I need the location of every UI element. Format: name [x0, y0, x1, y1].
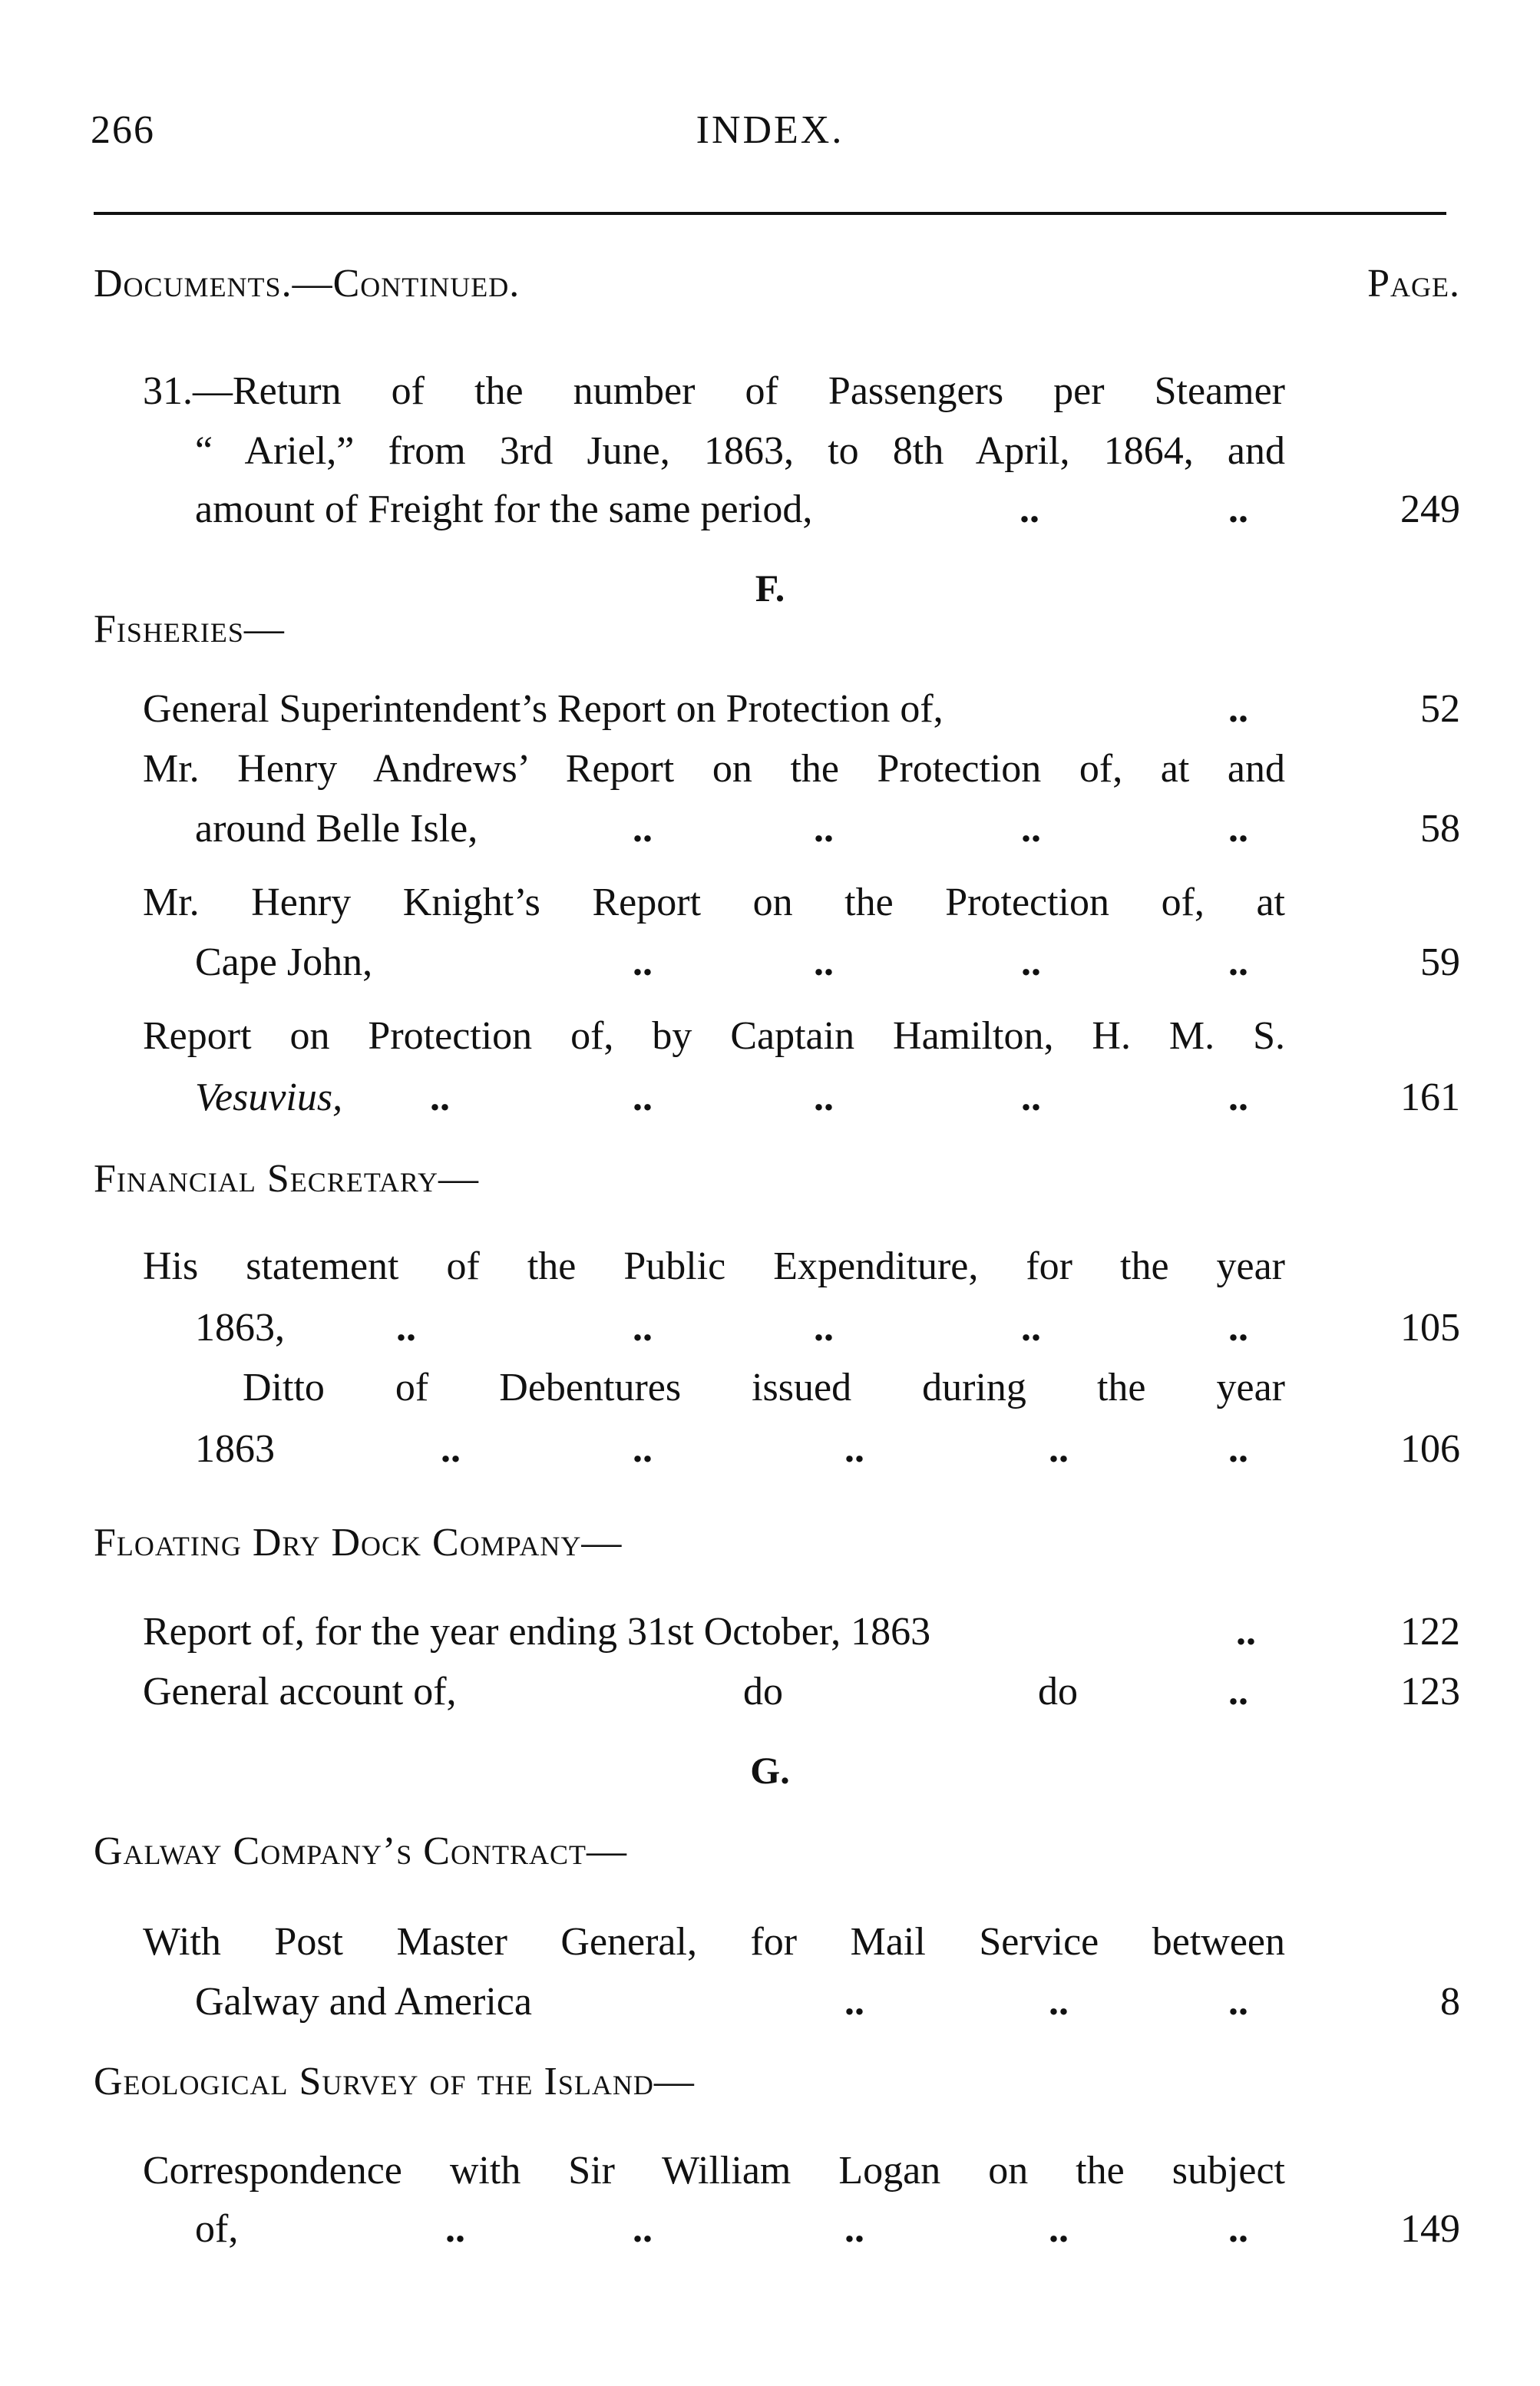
- entry-text: His statement of the Public Expenditure, for the year: [143, 1244, 1285, 1288]
- page-ref: 105: [1400, 1306, 1460, 1350]
- subject-heading: Galway Company’s Contract—: [94, 1829, 627, 1873]
- index-entry-line: [0, 1360, 1540, 1416]
- page-ref: 249: [1400, 487, 1460, 531]
- entry-text: 1863: [195, 1427, 275, 1471]
- index-entry-line: [0, 364, 1540, 419]
- page-ref: 59: [1420, 940, 1460, 984]
- index-entry-line: Vesuvius, .. .. .. .. .. 161: [0, 1070, 1540, 1125]
- entry-text: Cape John,: [195, 940, 373, 984]
- index-entry-line: [0, 875, 1540, 930]
- index-entry-line: 1863, .. .. .. .. .. 105: [0, 1300, 1540, 1356]
- index-entry-line: Cape John, .. .. .. .. 59: [0, 935, 1540, 990]
- page-ref: 52: [1420, 687, 1460, 731]
- entry-text: General Superintendent’s Report on Protection of,: [143, 687, 943, 731]
- index-entry-line: General account of, do do .. 123: [0, 1664, 1540, 1720]
- ditto-mark: do: [1038, 1670, 1078, 1713]
- page-ref: 106: [1400, 1427, 1460, 1471]
- page-ref: 8: [1440, 1980, 1460, 2024]
- index-entry-line: [0, 742, 1540, 797]
- entry-text: 31.—Return of the number of Passengers per Steamer: [143, 369, 1285, 413]
- entry-text: Mr. Henry Knight’s Report on the Protection of, at: [143, 881, 1285, 924]
- entry-text: “ Ariel,” from 3rd June, 1863, to 8th April, 1864, and: [195, 429, 1285, 473]
- section-letter: F.: [755, 567, 785, 610]
- subject-heading: Floating Dry Dock Company—: [94, 1521, 623, 1565]
- galway-heading-row: [0, 1824, 1540, 1879]
- entry-text: With Post Master General, for Mail Service between: [143, 1920, 1285, 1964]
- floating-heading-row: [0, 1515, 1540, 1571]
- entry-text: Mr. Henry Andrews’ Report on the Protection of, at and: [143, 747, 1285, 791]
- index-entry-line: Report of, for the year ending 31st October, 1863 .. 122: [0, 1604, 1540, 1660]
- entry-text: General account of,: [143, 1670, 457, 1713]
- index-entry-line: 1863 .. .. .. .. .. 106: [0, 1422, 1540, 1477]
- section-letter: G.: [750, 1749, 790, 1792]
- entry-text: of,: [195, 2207, 239, 2251]
- subject-heading: Fisheries—: [94, 607, 285, 651]
- page-ref: 149: [1400, 2207, 1460, 2251]
- entry-text: 1863,: [195, 1306, 285, 1350]
- page-ref: 122: [1400, 1610, 1460, 1654]
- page-ref: 58: [1420, 807, 1460, 851]
- subject-heading: Geological Survey of the Island—: [94, 2060, 695, 2103]
- entry-text: Correspondence with Sir William Logan on the subject: [143, 2149, 1285, 2193]
- financial-heading-row: [0, 1152, 1540, 1207]
- ditto-mark: do: [743, 1670, 783, 1713]
- entry-text: Vesuvius,: [195, 1076, 343, 1119]
- entry-text: Report of, for the year ending 31st October, 1863: [143, 1610, 931, 1654]
- page-column-label: Page.: [1367, 262, 1460, 306]
- fisheries-heading-row: [0, 602, 1540, 657]
- page-header: [91, 107, 1449, 161]
- page-ref: 123: [1400, 1670, 1460, 1713]
- page-number: 266: [91, 108, 155, 152]
- documents-heading-row: [0, 256, 1540, 312]
- subject-heading: Financial Secretary—: [94, 1157, 479, 1201]
- index-entry-line: [0, 1239, 1540, 1294]
- index-entry-line: around Belle Isle, .. .. .. .. 58: [0, 801, 1540, 857]
- header-rule: [94, 212, 1446, 215]
- page-title: INDEX.: [696, 108, 844, 152]
- index-entry-line: Galway and America .. .. .. 8: [0, 1975, 1540, 2030]
- index-entry-line: amount of Freight for the same period, .. .. 249: [0, 482, 1540, 537]
- index-entry-line: [0, 2143, 1540, 2199]
- section-heading: Documents.—Continued.: [94, 262, 520, 306]
- geological-heading-row: [0, 2054, 1540, 2110]
- index-entry-line: [0, 424, 1540, 479]
- index-entry-line: of, .. .. .. .. .. 149: [0, 2202, 1540, 2257]
- entry-text: amount of Freight for the same period,: [195, 487, 813, 531]
- index-entry-line: General Superintendent’s Report on Protection of, .. 52: [0, 682, 1540, 737]
- index-entry-line: [0, 1915, 1540, 1970]
- entry-text: Galway and America: [195, 1980, 532, 2024]
- entry-text: around Belle Isle,: [195, 807, 478, 851]
- page-ref: 161: [1400, 1076, 1460, 1119]
- index-entry-line: [0, 1009, 1540, 1064]
- entry-text: Ditto of Debentures issued during the year: [243, 1366, 1285, 1409]
- entry-text: Report on Protection of, by Captain Hamilton, H. M. S.: [143, 1014, 1285, 1058]
